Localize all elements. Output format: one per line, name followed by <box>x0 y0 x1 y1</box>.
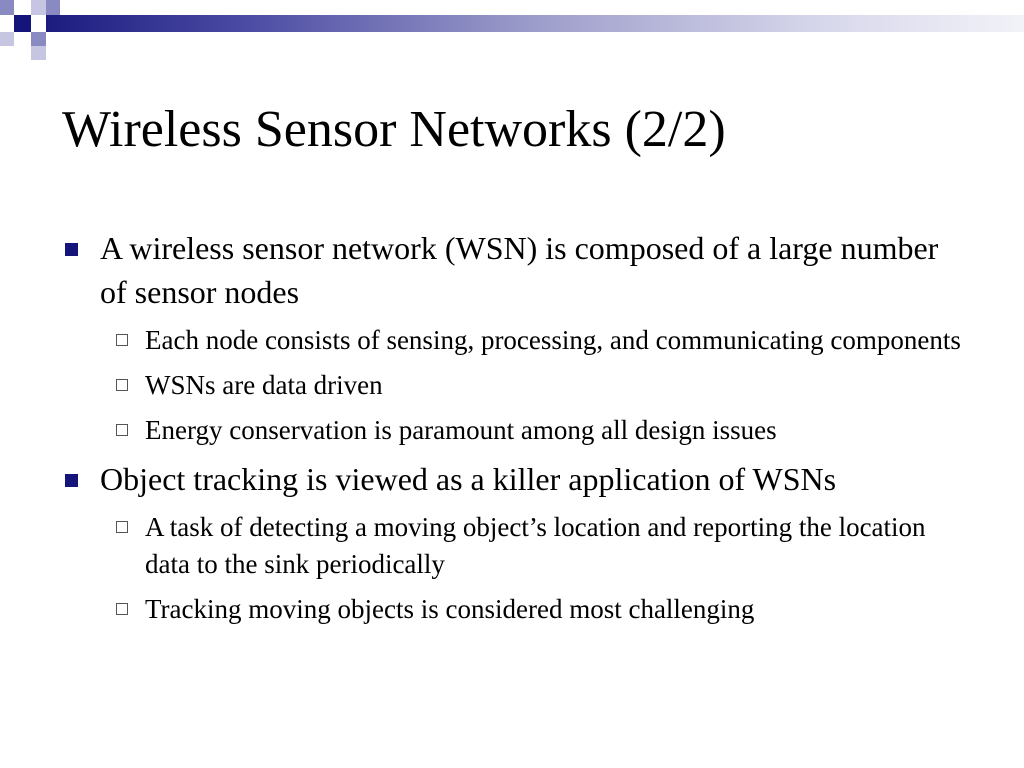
sub-bullet-text: A task of detecting a moving object’s location and reporting the location data to the sink periodically <box>145 512 926 579</box>
bullet-text: A wireless sensor network (WSN) is composed of a large number of sensor nodes <box>100 230 939 310</box>
decor-square <box>0 0 14 15</box>
decor-square <box>46 0 60 15</box>
bullet-text: Object tracking is viewed as a killer application of WSNs <box>100 461 837 497</box>
decorative-header-band <box>0 0 1024 46</box>
hollow-square-bullet-icon <box>116 334 128 346</box>
sub-bullet-text: WSNs are data driven <box>145 370 383 400</box>
gradient-bar <box>46 15 1024 32</box>
decor-square <box>31 0 46 15</box>
sub-bullet-point <box>62 367 962 404</box>
hollow-square-bullet-icon <box>116 424 128 436</box>
square-bullet-icon <box>65 474 78 487</box>
decor-square <box>0 32 14 46</box>
slide-title: Wireless Sensor Networks (2/2) <box>62 101 726 158</box>
square-bullet-icon <box>65 243 78 256</box>
sub-bullet-point <box>62 322 962 359</box>
hollow-square-bullet-icon <box>116 603 128 615</box>
sub-bullet-point <box>62 509 962 583</box>
hollow-square-bullet-icon <box>116 379 128 391</box>
sub-bullet-point <box>62 591 962 628</box>
bullet-point <box>62 457 962 501</box>
sub-bullet-text: Energy conservation is paramount among all design issues <box>145 415 777 445</box>
decor-square <box>14 15 31 32</box>
bullet-list <box>62 226 962 636</box>
decor-square <box>31 46 46 60</box>
hollow-square-bullet-icon <box>116 521 128 533</box>
decor-square <box>31 32 46 46</box>
sub-bullet-point <box>62 412 962 449</box>
bullet-point <box>62 226 962 314</box>
sub-bullet-text: Each node consists of sensing, processing, and communicating components <box>145 325 961 355</box>
sub-bullet-text: Tracking moving objects is considered most challenging <box>145 594 755 624</box>
